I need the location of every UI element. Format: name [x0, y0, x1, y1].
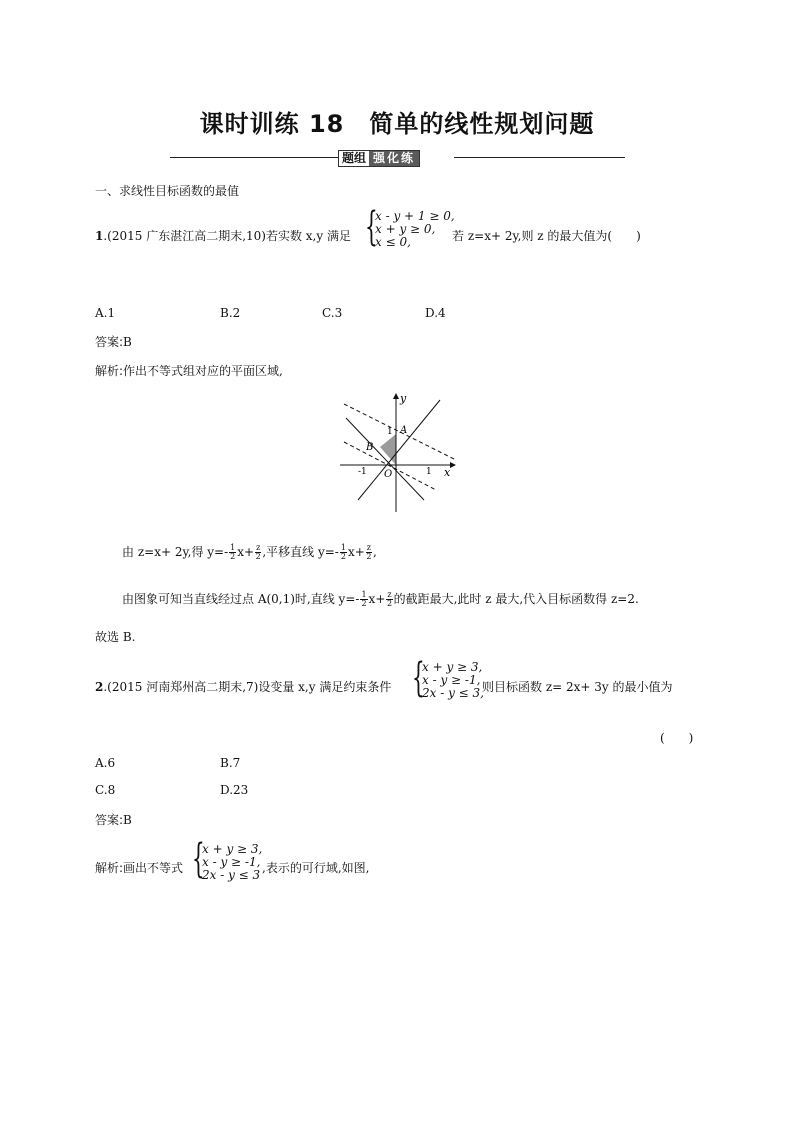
q1-option-d: D.4: [425, 306, 446, 320]
frac-num: 1: [230, 543, 236, 552]
q2-ineq-1: x + y ≥ 3,: [422, 660, 483, 674]
q2-a-ineq-3: 2x - y ≤ 3: [202, 868, 261, 882]
q1-option-a: A.1: [95, 306, 116, 320]
line-x-plus-y: [346, 418, 424, 500]
q2-analysis-prefix: 画出不等式: [123, 861, 184, 875]
frac-den: 2: [230, 552, 236, 561]
frac-half: [340, 544, 347, 561]
q2-analysis-system: [202, 843, 262, 882]
q1-l2-c: 的截距最大,此时 z 最大,代入目标函数得 z=2.: [393, 592, 639, 606]
q2-ineq-3: 2x - y ≤ 3,: [422, 686, 484, 700]
frac-den: 2: [255, 552, 261, 561]
q2-after: 则目标函数 z= 2x+ 3y 的最小值为: [482, 680, 673, 694]
graph-tick-x1: 1: [426, 467, 432, 477]
q2-a-ineq-2: x - y ≥ -1,: [202, 855, 261, 869]
q2-answer-value: B: [123, 813, 132, 827]
frac-num: z: [256, 543, 261, 552]
q2-analysis-brace: {: [192, 836, 205, 882]
graph-tick-y1: 1: [387, 427, 393, 437]
graph-label-b: B: [366, 442, 374, 453]
graph-tick-neg1: -1: [358, 467, 367, 477]
badge-left-text: 题组: [339, 151, 369, 166]
q1-l1-a: 由 z=x+ 2y,得 y=-: [122, 545, 229, 559]
q1-option-c: C.3: [322, 306, 343, 320]
q1-system: [375, 210, 455, 249]
frac-half: [360, 591, 367, 608]
frac-z-half: [366, 544, 372, 561]
q2-system: [422, 661, 484, 700]
section-heading: 一、求线性目标函数的最值: [95, 184, 240, 198]
q1-option-b: B.2: [220, 306, 241, 320]
q1-answer: [95, 333, 132, 350]
feasible-region-graph: [338, 390, 460, 515]
q2-option-c: C.8: [95, 783, 116, 797]
q1-answer-value: B: [123, 335, 132, 349]
graph-label-x: x: [444, 466, 451, 479]
y-axis-arrow: [393, 393, 399, 399]
badge-right-text: 强化练: [369, 151, 419, 166]
q1-l1-e: ,: [372, 545, 377, 559]
q2-ineq-2: x - y ≥ -1,: [422, 673, 481, 687]
q2-option-a: A.6: [95, 756, 116, 770]
frac-den: 2: [361, 599, 367, 608]
frac-z-half: [386, 591, 392, 608]
q1-analysis-text: 作出不等式组对应的平面区域,: [123, 364, 283, 378]
banner-badge: [338, 150, 420, 167]
q2-option-b: B.7: [220, 756, 241, 770]
q1-answer-label: 答案:: [95, 335, 124, 349]
graph-label-o: O: [384, 469, 393, 480]
frac-num: 1: [361, 590, 367, 599]
frac-half: [229, 544, 236, 561]
q1-solution-line-2: [122, 590, 639, 608]
q1-ineq-2: x + y ≥ 0,: [375, 222, 436, 236]
q1-after: 若 z=x+ 2y,则 z 的最大值为( ): [452, 229, 641, 243]
q1-analysis: [95, 362, 283, 379]
q2-answer-label: 答案:: [95, 813, 124, 827]
q1-number: 1: [95, 229, 104, 243]
banner-rule-left: [170, 157, 338, 158]
q1-stem: [95, 227, 351, 244]
q2-analysis-text: ,表示的可行域,如图,: [262, 861, 370, 875]
q1-solution-line-1: [122, 543, 377, 561]
graph-label-y: y: [400, 392, 407, 405]
q1-ineq-1: x - y + 1 ≥ 0,: [375, 209, 455, 223]
frac-den: 2: [366, 552, 372, 561]
frac-num: z: [387, 590, 392, 599]
q1-l1-c: ,平移直线 y=-: [262, 545, 339, 559]
frac-den: 2: [386, 599, 393, 608]
q1-l2-b: x+: [368, 592, 386, 606]
q1-brace: {: [365, 204, 378, 250]
feasible-region: [380, 434, 396, 465]
q1-source: .(2015 广东湛江高二期末,10)若实数 x,y 满足: [103, 229, 351, 243]
q2-brace: {: [412, 655, 425, 701]
q1-analysis-label: 解析:: [95, 364, 124, 378]
q2-option-d: D.23: [220, 783, 249, 797]
banner-rule-right: [454, 157, 625, 158]
q1-solution-line-3: 故选 B.: [95, 630, 136, 644]
page-title: 课时训练 18 简单的线性规划问题: [199, 110, 595, 138]
q2-paren: ( ): [660, 731, 694, 745]
q2-analysis-label: 解析:: [95, 861, 124, 875]
section-banner: [170, 150, 625, 166]
q1-l2-a: 由图象可知当直线经过点 A(0,1)时,直线 y=-: [122, 592, 360, 606]
q2-source: .(2015 河南郑州高二期末,7)设变量 x,y 满足约束条件: [103, 680, 392, 694]
q2-stem: [95, 678, 391, 695]
x-axis-arrow: [450, 462, 456, 468]
q1-l1-b: x+: [237, 545, 255, 559]
q1-l1-d: x+: [347, 545, 365, 559]
frac-num: z: [366, 543, 371, 552]
q1-ineq-3: x ≤ 0,: [375, 235, 411, 249]
frac-z-half: [255, 544, 261, 561]
q2-number: 2: [95, 680, 104, 694]
q2-a-ineq-1: x + y ≥ 3,: [202, 842, 263, 856]
frac-den: 2: [340, 552, 346, 561]
graph-label-a: A: [400, 425, 408, 436]
q2-answer: [95, 811, 132, 828]
q2-analysis-label-row: [95, 859, 183, 876]
frac-num: 1: [340, 543, 346, 552]
